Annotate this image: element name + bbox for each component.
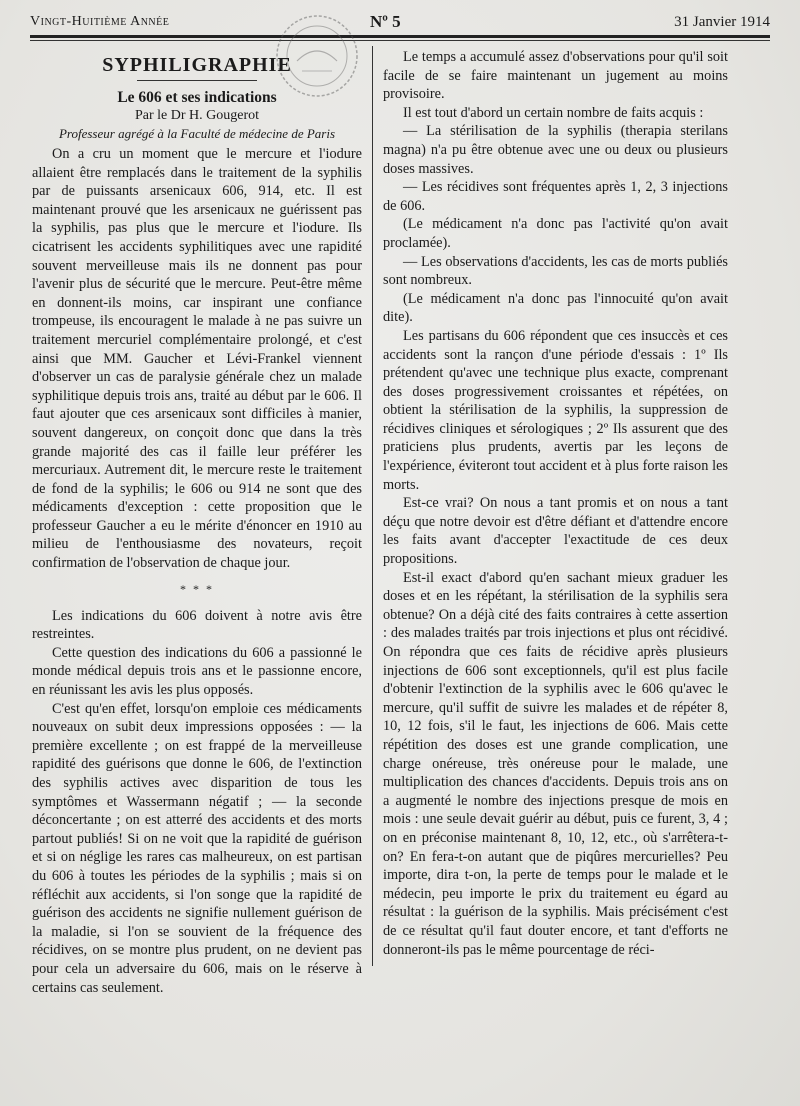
- paragraph: Le temps a accumulé assez d'observations pour qu'il soit facile de se faire maintenant un jugement au moins provisoire.: [383, 49, 728, 103]
- header-rule-thick: [30, 35, 770, 38]
- paragraph: (Le médicament n'a donc pas l'innocuité qu'on avait dite).: [383, 290, 728, 326]
- paragraph: — Les récidives sont fréquentes après 1, 2, 3 injections de 606.: [383, 179, 728, 214]
- paragraph: — Les observations d'accidents, les cas de morts publiés sont nombreux.: [383, 253, 728, 289]
- left-column: [32, 48, 362, 997]
- paragraph: On a cru un moment que le mercure et l'iodure allaient être remplacés dans le traitement de la syphilis par de puissants arsenicaux 606, 914, etc. Il est maintenant prouvé que les arsenicaux ne guérissent pas la syphilis, pas plus que le mercure et l'iodure. Ils cicatrisent les accidents syphilitiques avec une rapidité souvent merveilleuse mais ils ne donnent pas pour l'avenir plus de sécurité que le mercure. Peut-être même en donnent-ils moins, car inspirant une confiance trompeuse, ils encouragent le malade à ne pas suivre un traitement mercuriel complémentaire prolongé, et c'est ainsi que MM. Gaucher et Lévi-Frankel viennent d'observer un cas de paralysie générale chez un malade syphilitique depuis trois ans, traité au début par le 606. Il faut ajouter que ces arsenicaux sont difficiles à manier, souvent dangereux, on conçoit donc que dans la très grande majorité des cas il faille leur préférer les mercuriaux. Autrement dit, le mercure reste le traitement de fond de la syphilis; le 606 ou 914 ne sont que des médicaments d'exception : cette proposition que le professeur Gaucher a eu le mérite d'énoncer en 1910 au milieu de l'enthousiasme des novateurs, reçoit confirmation de l'observation de chaque jour.: [32, 146, 362, 572]
- paragraph: Cette question des indications du 606 a passionné le monde médical depuis trois ans et le passionne encore, en réunissant les avis les plus opposés.: [32, 644, 362, 699]
- running-head: [30, 8, 770, 34]
- title-rule: [137, 80, 257, 81]
- paragraph: Les indications du 606 doivent à notre avis être restreintes.: [32, 607, 362, 643]
- paragraph: Les partisans du 606 répondent que ces insuccès et ces accidents sont la rançon d'une période d'essais : 1º Ils prétendent qu'avec une technique plus exacte, comprenant des doses progressivement croissantes et répétées, on obtient la stérilisation de la syphilis, la suppression de récidives cliniques et sérologiques ; 2º Ils assurent que des praticiens plus prudents, avertis par les leçons de l'expérience, éviteront tout accident et à plus forte raison les morts.: [383, 327, 728, 493]
- column-divider: [372, 46, 373, 966]
- asterism: * * *: [180, 581, 214, 596]
- header-issue-number: Nº 5: [370, 12, 401, 31]
- header-date: 31 Janvier 1914: [674, 14, 770, 30]
- paragraph: — La stérilisation de la syphilis (therapia sterilans magna) n'a pu être obtenue avec une ou deux ou plusieurs doses massives.: [383, 123, 728, 177]
- paragraph: (Le médicament n'a donc pas l'activité qu'on avait proclamée).: [383, 216, 728, 251]
- header-year: Vingt-Huitième Année: [30, 14, 170, 29]
- header-rule-thin: [30, 40, 770, 41]
- paragraph: C'est qu'en effet, lorsqu'on emploie ces médicaments nouveaux on subit deux impressions opposées : — la première excellente ; on est frappé de la merveilleuse rapidité des guérisons que donne le 606, de l'extinction des syphilis actives avec disparition de tous les symptômes et Wassermann négatif ; — la seconde déconcertante ; on est atterré des accidents et des morts partout publiés! Si on ne voit que la rapidité de guérison et si on néglige les rares cas malheureux, on est partisan du 606 à toutes les périodes de la syphilis ; mais si on réfléchit aux accidents, si l'on songe que la rapidité de guérison des accidents ne signifie nullement guérison de la maladie, si l'on se souvient de la fréquence des récidives, on se montre plus prudent, on ne devient pas pour cela un adversaire du 606, mais on le réserve à certains cas seulement.: [32, 700, 362, 996]
- author-affiliation: Professeur agrégé à la Faculté de médecine de Paris: [58, 126, 336, 141]
- article-title: Le 606 et ses indications: [117, 89, 277, 106]
- paragraph: Est-il exact d'abord qu'en sachant mieux graduer les doses et en les répétant, la stérilisation de la syphilis sera obtenue? On a déjà cité des faits contraires à cette assertion : des malades traités par trois injections et plus ont récidivé. On répondra que ces faits de récidive après plusieurs injections de 606 sont exceptionnels, qu'il est plus facile d'obtenir l'extinction de la syphilis avec le 606 qu'avec le mercure, qu'il suffit de suivre les malades et de répéter 8, 10, 12 fois, s'il le faut, les injections de 606. Mais cette répétition des doses est une grande complication, une charge onéreuse, très onéreuse pour le malade, une multiplication des chances d'accidents. Depuis trois ans on a augmenté le nombre des injections presque de mois en mois : une seule devait guérir au début, puis ce furent, 3, 4 ; on en préconise maintenant 8, 10, 12, etc., où s'arrêtera-t-on? En fera-t-on autant que de piqûres mercurielles? Peu importe, dira t-on, la perte de temps pour le malade et le médecin, peu importe le prix du traitement eu égard au résultat : la guérison de la syphilis. Mais précisément c'est de ce résultat qu'il faut douter encore, et tant d'efforts ne donneront-ils pas le même pourcentage de réci-: [383, 569, 728, 958]
- right-column: [383, 48, 728, 959]
- article-byline: Par le Dr H. Gougerot: [134, 108, 260, 123]
- paragraph: Est-ce vrai? On nous a tant promis et on nous a tant déçu que notre devoir est d'être défiant et d'attendre encore les faits avant d'accepter l'exactitude de ces deux propositions.: [383, 495, 728, 568]
- paragraph: Il est tout d'abord un certain nombre de faits acquis :: [403, 104, 704, 121]
- section-title: SYPHILIGRAPHIE: [102, 54, 292, 76]
